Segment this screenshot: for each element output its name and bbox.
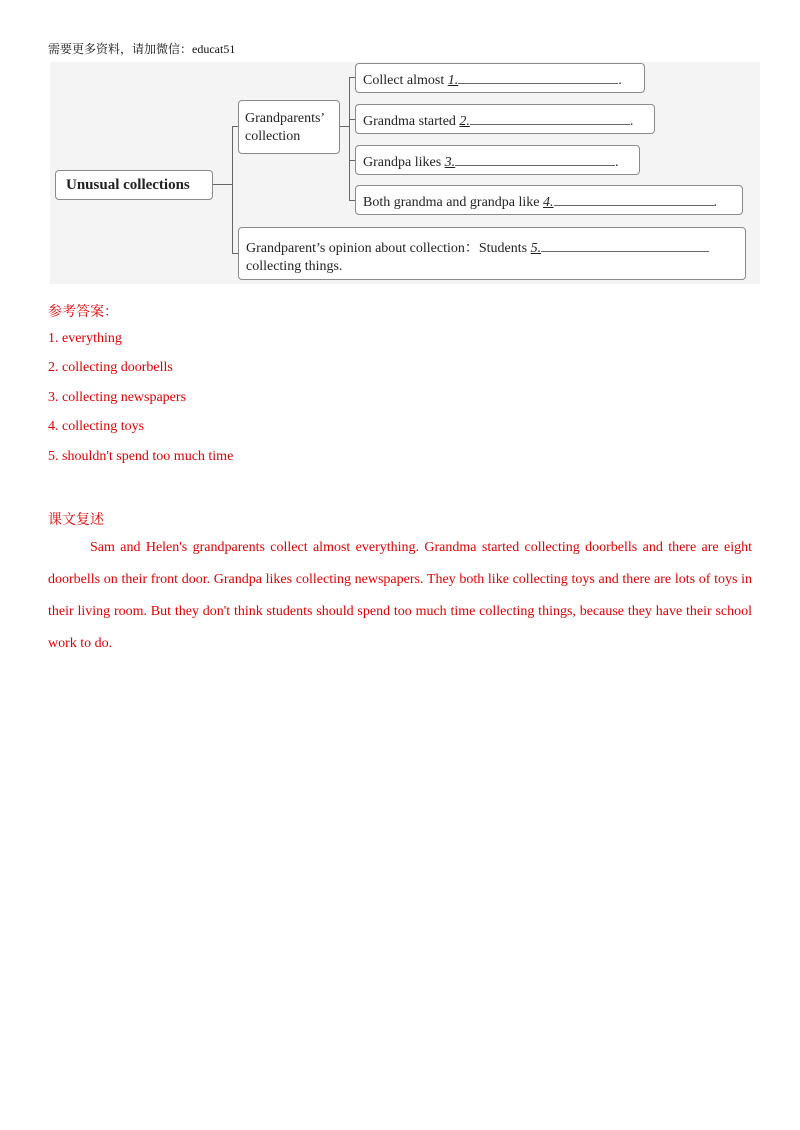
blank-number: 4. — [543, 195, 554, 210]
answer-item: 3. collecting newspapers — [48, 390, 187, 405]
mind-map — [50, 62, 760, 284]
grandparents-collection-node: Grandparents’ collection — [238, 100, 340, 154]
leaf-text: Grandma started — [363, 114, 456, 129]
answers-heading: 参考答案： — [48, 305, 118, 320]
answer-blank — [455, 151, 615, 166]
leaf-node-4: Both grandma and grandpa like 4. . — [355, 185, 743, 215]
leaf-text: Collect almost — [363, 73, 445, 88]
blank-number: 2. — [459, 114, 470, 129]
root-node: Unusual collections — [55, 170, 213, 200]
connector-line — [232, 126, 233, 254]
blank-number: 5. — [530, 241, 542, 256]
blank-number: 1. — [447, 73, 459, 88]
answer-item: 2. collecting doorbells — [48, 360, 173, 375]
leaf-text: Both grandma and grandpa like — [363, 195, 540, 210]
answer-item: 5. shouldn't spend too much time — [48, 449, 234, 464]
answer-item: 4. collecting toys — [48, 419, 145, 434]
leaf-node-3: Grandpa likes 3. . — [355, 145, 640, 175]
connector-line — [340, 126, 349, 127]
answer-blank — [541, 237, 709, 252]
answer-blank — [470, 110, 630, 125]
blank-number: 3. — [444, 155, 456, 170]
connector-line — [213, 184, 232, 185]
opinion-node — [238, 227, 746, 280]
retell-heading: 课文复述 — [48, 513, 104, 528]
retell-paragraph: Sam and Helen's grandparents collect almost everything. Grandma started collecting doorbells and there are eight doorbells on their front door. Grandpa likes collecting newspapers. They both like collecting toys and there are lots of toys in their living room. But they don't think students should spend too much time collecting things, because they have their school work to do. — [48, 540, 752, 651]
connector-line — [349, 77, 350, 201]
opinion-suffix: collecting things. — [246, 259, 343, 274]
leaf-node-2: Grandma started 2. . — [355, 104, 655, 134]
opinion-prefix: Grandparent’s opinion about collection：Students — [246, 241, 528, 256]
answer-blank — [554, 191, 714, 206]
answer-blank — [458, 69, 618, 84]
answer-item: 1. everything — [48, 331, 122, 346]
leaf-node-1: Collect almost 1. . — [355, 63, 645, 93]
page-header: 需要更多资料，请加微信：educat51 — [48, 42, 236, 56]
leaf-text: Grandpa likes — [363, 155, 442, 170]
